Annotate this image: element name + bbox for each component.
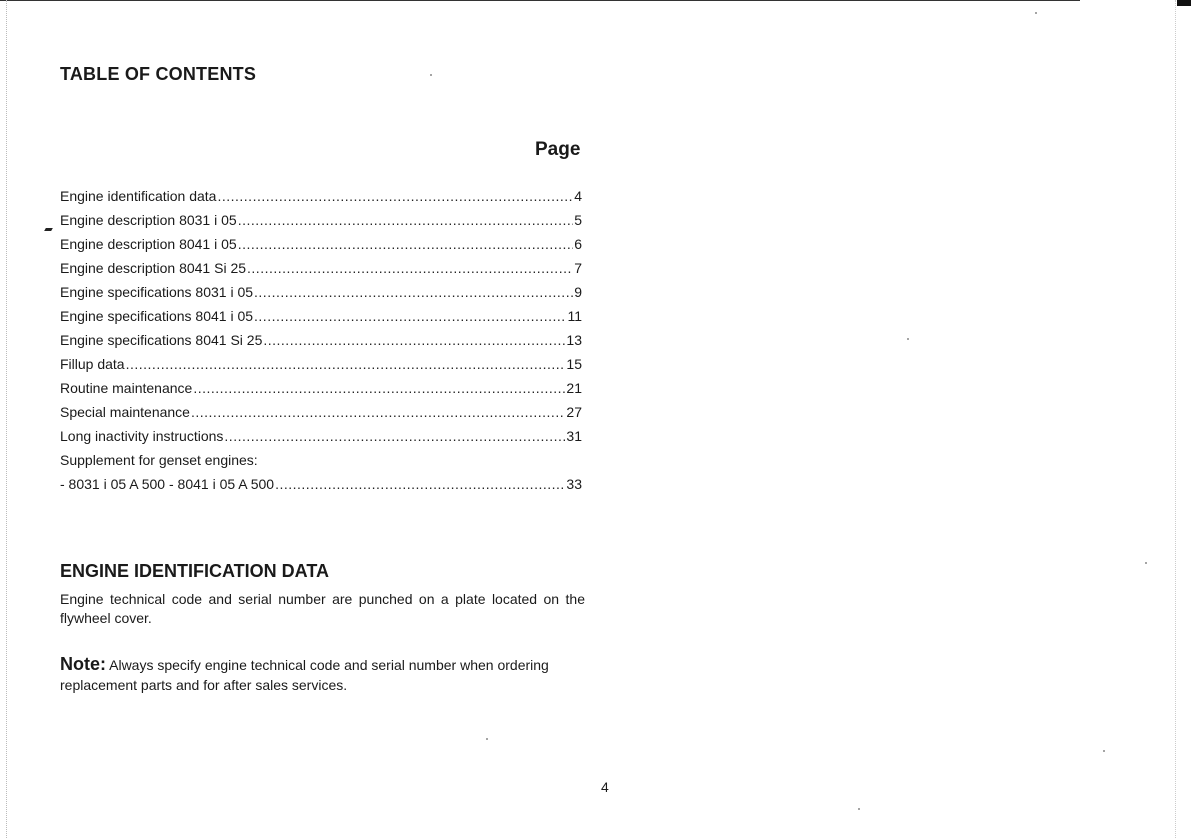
toc-entry[interactable] [60, 356, 582, 380]
toc-entry-label: Engine description 8041 i 05 [60, 236, 237, 252]
toc-entry-label: Engine specifications 8031 i 05 [60, 284, 254, 300]
toc-leader-dots [263, 332, 565, 348]
page-column-heading: Page [535, 139, 581, 160]
toc-title: TABLE OF CONTENTS [60, 64, 257, 84]
toc-entry-label: Engine identification data [60, 188, 217, 204]
toc-entry-page: 6 [574, 236, 582, 252]
toc-leader-dots [247, 260, 573, 276]
toc-entry-page: 15 [566, 356, 582, 372]
toc-entry-label: Special maintenance [60, 404, 190, 420]
toc-entry-page: 27 [566, 404, 582, 420]
toc-entry-label: Engine specifications 8041 Si 25 [60, 332, 263, 348]
toc-leader-dots [191, 404, 565, 420]
toc-leader-dots [238, 236, 574, 252]
top-border-line [0, 0, 1080, 1]
toc-entry[interactable] [60, 260, 582, 284]
left-page-edge [6, 0, 9, 838]
toc-supplement-heading: Supplement for genset engines: [60, 452, 258, 468]
scan-speck [486, 738, 488, 740]
right-page-edge [1175, 0, 1177, 838]
toc-entry-label: - 8031 i 05 A 500 - 8041 i 05 A 500 [60, 476, 275, 492]
section-heading: ENGINE IDENTIFICATION DATA [60, 561, 329, 581]
toc-entry[interactable] [60, 428, 582, 452]
toc-entry-page: 13 [566, 332, 582, 348]
toc-entry-page: 33 [566, 476, 582, 492]
toc-entry-page: 7 [574, 260, 582, 276]
toc-entry[interactable] [60, 212, 582, 236]
page-number: 4 [601, 779, 609, 795]
toc-entry[interactable] [60, 188, 582, 212]
toc-leader-dots [275, 476, 565, 492]
toc-entry[interactable] [60, 284, 582, 308]
toc-entry-label: Engine description 8031 i 05 [60, 212, 237, 228]
toc-leader-dots [193, 380, 565, 396]
toc-leader-dots [254, 284, 573, 300]
toc-entry[interactable] [60, 308, 582, 332]
scan-speck [430, 74, 432, 76]
note-text: Always specify engine technical code and serial number when ordering replacement parts and for after sales services. [60, 657, 549, 693]
margin-mark [44, 228, 53, 231]
toc-entry[interactable] [60, 236, 582, 260]
toc-entry-label: Routine maintenance [60, 380, 193, 396]
scan-speck [1035, 12, 1037, 14]
toc-entry-page: 4 [574, 188, 582, 204]
toc-entry-label: Engine description 8041 Si 25 [60, 260, 247, 276]
note-paragraph [60, 654, 585, 695]
toc-entry[interactable] [60, 332, 582, 356]
toc-entry[interactable] [60, 380, 582, 404]
toc-leader-dots [217, 188, 573, 204]
toc-entry-page: 5 [574, 212, 582, 228]
toc-entry-label: Fillup data [60, 356, 125, 372]
scan-speck [907, 338, 909, 340]
toc-entry[interactable] [60, 476, 582, 500]
scan-speck [858, 808, 860, 810]
toc-entry-page: 9 [574, 284, 582, 300]
toc-leader-dots [238, 212, 574, 228]
toc-leader-dots [224, 428, 565, 444]
toc-entry-page: 31 [566, 428, 582, 444]
toc-leader-dots [254, 308, 566, 324]
scan-speck [1145, 562, 1147, 564]
scan-speck [1103, 750, 1105, 752]
toc-entry-page: 21 [566, 380, 582, 396]
toc-entry-label: Long inactivity instructions [60, 428, 224, 444]
section-paragraph: Engine technical code and serial number are punched on a plate located on the flywheel cover. [60, 591, 585, 626]
toc-entry-page: 11 [567, 308, 582, 324]
toc-entry-label: Engine specifications 8041 i 05 [60, 308, 254, 324]
note-label: Note: [60, 654, 106, 674]
toc-list [60, 188, 582, 500]
toc-entry[interactable] [60, 404, 582, 428]
corner-scan-mark [1177, 0, 1191, 6]
toc-leader-dots [126, 356, 566, 372]
